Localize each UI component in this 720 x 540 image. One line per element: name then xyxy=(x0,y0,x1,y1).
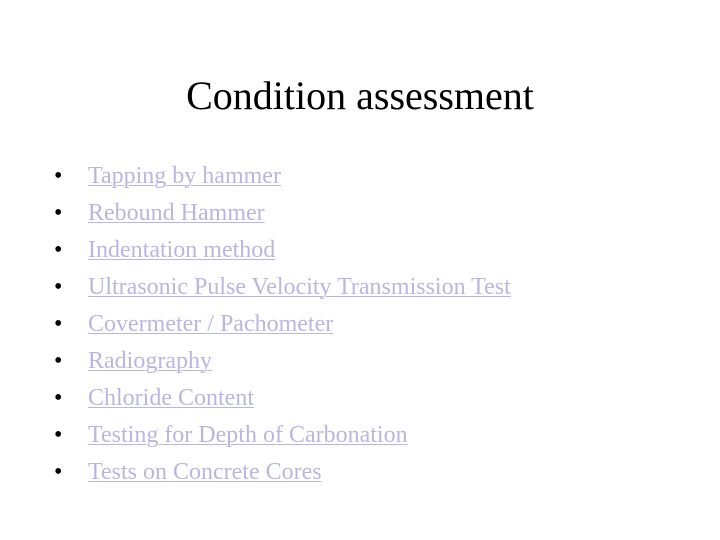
bullet-icon: • xyxy=(54,274,63,300)
bullet-icon: • xyxy=(54,200,63,226)
link-tapping-by-hammer[interactable]: Tapping by hammer xyxy=(88,163,281,189)
link-rebound-hammer[interactable]: Rebound Hammer xyxy=(88,200,265,226)
list-item xyxy=(52,269,692,306)
link-covermeter-pachometer[interactable]: Covermeter / Pachometer xyxy=(88,311,334,337)
link-concrete-cores[interactable]: Tests on Concrete Cores xyxy=(88,459,322,485)
list-item xyxy=(52,380,692,417)
bullet-icon: • xyxy=(54,348,63,374)
list-item xyxy=(52,343,692,380)
list-item xyxy=(52,158,692,195)
bullet-icon: • xyxy=(54,385,63,411)
bullet-icon: • xyxy=(54,459,63,485)
list-item xyxy=(52,195,692,232)
link-radiography[interactable]: Radiography xyxy=(88,348,212,374)
bullet-icon: • xyxy=(54,422,63,448)
list-item xyxy=(52,232,692,269)
list-item xyxy=(52,306,692,343)
list-item xyxy=(52,454,692,491)
link-depth-of-carbonation[interactable]: Testing for Depth of Carbonation xyxy=(88,422,408,448)
link-ultrasonic-pulse-velocity[interactable]: Ultrasonic Pulse Velocity Transmission Test xyxy=(88,274,511,300)
bullet-icon: • xyxy=(54,163,63,189)
bullet-icon: • xyxy=(54,237,63,263)
slide-title: Condition assessment xyxy=(186,73,534,118)
link-chloride-content[interactable]: Chloride Content xyxy=(88,385,254,411)
list-item xyxy=(52,417,692,454)
bullet-list xyxy=(52,158,692,491)
link-indentation-method[interactable]: Indentation method xyxy=(88,237,276,263)
bullet-icon: • xyxy=(54,311,63,337)
